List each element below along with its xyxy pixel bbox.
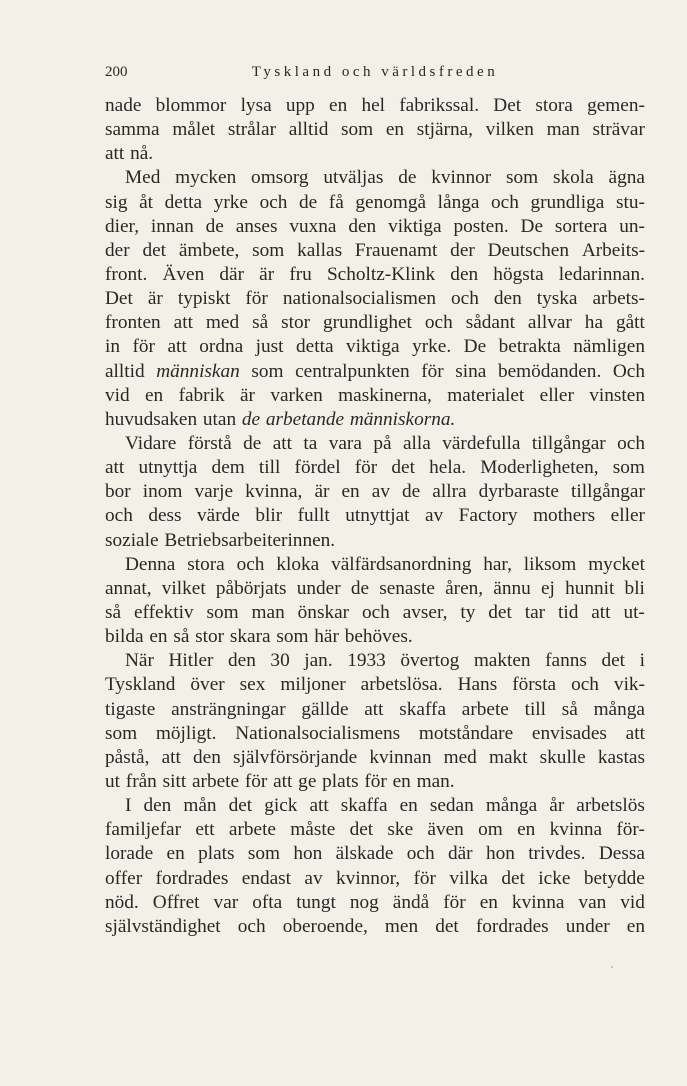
text-line: så effektiv som man önskar och avser, ty det tar tid att ut- xyxy=(105,601,645,623)
text-line: och dess värde blir fullt utnyttjat av Factory mothers eller xyxy=(105,505,645,527)
text-line: sig åt detta yrke och de få genomgå långa och grundliga stu- xyxy=(105,191,645,213)
page-number: 200 xyxy=(105,64,128,80)
text-line: som möjligt. Nationalsocialismens motståndare envisades att xyxy=(105,722,645,744)
text-line: annat, vilket påbörjats under de senaste åren, ännu ej hunnit bli xyxy=(105,577,645,599)
text-line: att utnyttja dem till fördel för det hela. Moderligheten, som xyxy=(105,457,645,479)
text-line: offer fordrades endast av kvinnor, för vilka det icke betydde xyxy=(105,867,645,889)
text-line: alltid människan som centralpunkten för sina bemödanden. Och xyxy=(105,360,645,382)
text-line: tigaste ansträngningar gällde att skaffa arbete till så många xyxy=(105,698,645,720)
text-line: I den mån det gick att skaffa en sedan många år arbetslös xyxy=(125,795,645,817)
text-line: lorade en plats som hon älskade och där hon trivdes. Dessa xyxy=(105,843,645,865)
text-line: Tyskland över sex miljoner arbetslösa. Hans första och vik- xyxy=(105,674,645,696)
text-line: der det ämbete, som kallas Frauenamt der Deutschen Arbeits- xyxy=(105,239,645,261)
body-text xyxy=(105,94,645,939)
text-line: påstå, att den självförsörjande kvinnan med makt skulle kastas xyxy=(105,746,645,768)
text-line: vid en fabrik är varken maskinerna, materialet eller vinsten xyxy=(105,384,645,406)
text-line: soziale Betriebsarbeiterinnen. xyxy=(105,529,336,551)
text-line: bor inom varje kvinna, är en av de allra dyrbaraste tillgångar xyxy=(105,481,645,503)
text-line: självständighet och oberoende, men det fordrades under en xyxy=(105,915,645,937)
text-line: dier, innan de anses vuxna den viktiga posten. De sortera un- xyxy=(105,215,645,237)
text-line: Vidare förstå de att ta vara på alla värdefulla tillgångar och xyxy=(125,432,645,454)
text-line: bilda en så stor skara som här behöves. xyxy=(105,626,413,648)
text-line: front. Även där är fru Scholtz-Klink den högsta ledarinnan. xyxy=(105,263,645,285)
text-line: fronten att med så stor grundlighet och sådant allvar ha gått xyxy=(105,312,645,334)
text-line: Med mycken omsorg utväljas de kvinnor som skola ägna xyxy=(125,167,645,189)
text-line: huvudsaken utan de arbetande människorna. xyxy=(105,408,456,430)
paper-speck xyxy=(611,966,613,968)
running-title: Tyskland och världsfreden xyxy=(251,64,499,80)
text-line: samma målet strålar alltid som en stjärna, vilken man strävar xyxy=(105,119,645,141)
text-line: Det är typiskt för nationalsocialismen och den tyska arbets- xyxy=(105,288,645,310)
text-line: ut från sitt arbete för att ge plats för en man. xyxy=(105,770,455,792)
text-line: Denna stora och kloka välfärdsanordning har, liksom mycket xyxy=(125,553,645,575)
text-line: in för att ordna just detta viktiga yrke. De betrakta nämligen xyxy=(105,336,645,358)
text-line: att nå. xyxy=(105,143,154,165)
text-line: När Hitler den 30 jan. 1933 övertog makten fanns det i xyxy=(125,650,645,672)
text-line: nöd. Offret var ofta tungt nog ändå för en kvinna van vid xyxy=(105,891,645,913)
text-line: familjefar ett arbete måste det ske även om en kvinna för- xyxy=(105,819,645,841)
text-line: nade blommor lysa upp en hel fabrikssal. Det stora gemen- xyxy=(105,95,645,116)
page-header xyxy=(105,64,645,86)
